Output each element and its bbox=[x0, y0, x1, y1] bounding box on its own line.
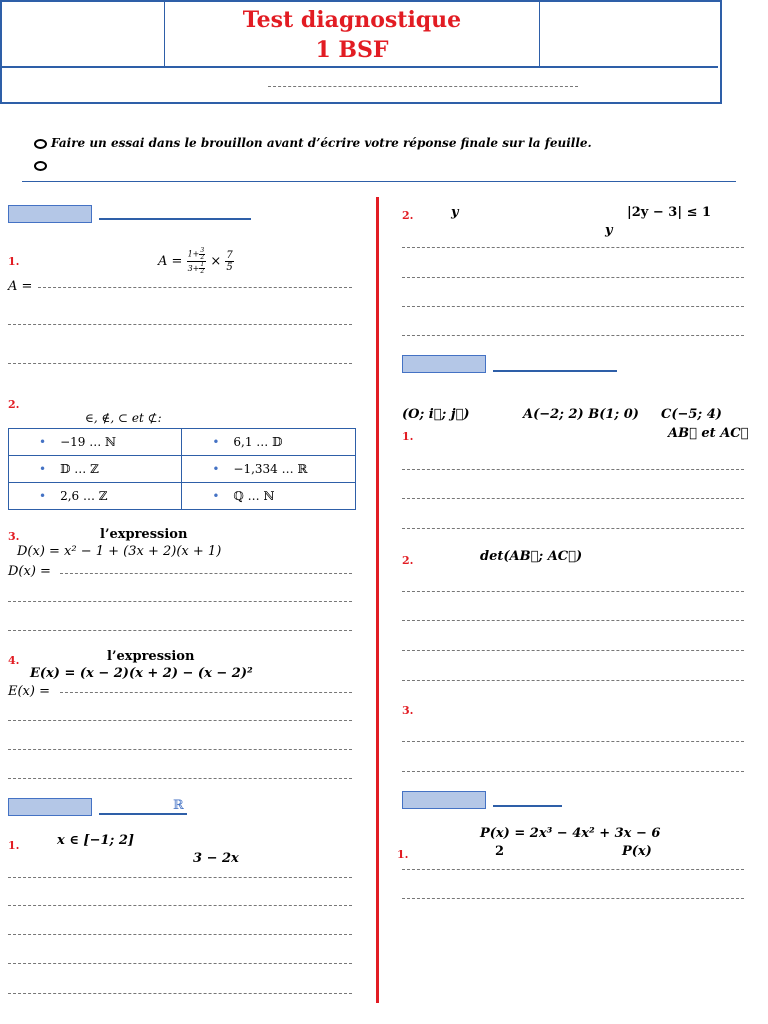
answer-line bbox=[402, 650, 744, 651]
expression-E: E(x) = (x − 2)(x + 2) − (x − 2)² bbox=[30, 666, 253, 681]
section-heading-line bbox=[99, 218, 251, 220]
answer-label: E(x) = bbox=[8, 684, 50, 699]
answer-line bbox=[402, 277, 744, 278]
real-set-symbol: ℝ bbox=[173, 798, 184, 813]
answer-line bbox=[402, 469, 744, 470]
expression-A: A = 1+ $\frac{3}{2}$ 3+ $\frac{1}{2}$ × $\frac{7}{5}$ bbox=[158, 247, 233, 275]
answer-line bbox=[402, 498, 744, 499]
section-heading-line bbox=[493, 805, 562, 807]
expression-label: l’expression bbox=[100, 527, 188, 542]
header-row bbox=[0, 0, 718, 68]
table-row bbox=[9, 429, 356, 456]
expression-3-2x: 3 − 2x bbox=[193, 851, 239, 866]
sets-table bbox=[8, 428, 356, 510]
interval-condition: x ∈ [−1; 2] bbox=[57, 833, 135, 848]
answer-line bbox=[8, 324, 352, 325]
point-C: C(−5; 4) bbox=[661, 407, 722, 422]
answer-line bbox=[8, 363, 352, 364]
answer-line bbox=[8, 601, 352, 602]
section-heading-line bbox=[493, 370, 617, 372]
name-line bbox=[268, 86, 578, 87]
question-number: 4. bbox=[8, 654, 20, 667]
bullet-icon bbox=[34, 139, 47, 149]
answer-line bbox=[8, 778, 352, 779]
question-number: 2. bbox=[8, 398, 20, 411]
symbols-label: ∈, ∉, ⊂ et ⊄: bbox=[85, 411, 162, 425]
answer-line bbox=[8, 877, 352, 878]
answer-label: D(x) = bbox=[8, 564, 51, 579]
answer-line bbox=[402, 591, 744, 592]
section-tag bbox=[8, 205, 92, 223]
question-number: 3. bbox=[8, 530, 20, 543]
instruction-1: Faire un essai dans le brouillon avant d’écrire votre réponse finale sur la feuille. bbox=[34, 136, 592, 150]
question-number: 1. bbox=[402, 430, 414, 443]
question-number: 1. bbox=[8, 255, 20, 268]
header-title-cell bbox=[164, 0, 540, 66]
answer-label: A = bbox=[8, 279, 33, 294]
bullet-icon bbox=[34, 161, 47, 171]
answer-line bbox=[402, 306, 744, 307]
column-separator bbox=[376, 197, 379, 1003]
question-number: 1. bbox=[8, 839, 20, 852]
page-title: Test diagnostique bbox=[242, 7, 462, 33]
variable-y: y bbox=[605, 223, 613, 238]
frame-label: (O; i⃗; j⃗) bbox=[402, 407, 470, 422]
polynomial-P: P(x) = 2x³ − 4x² + 3x − 6 bbox=[480, 826, 661, 841]
expression-D: D(x) = x² − 1 + (3x + 2)(x + 1) bbox=[17, 544, 222, 559]
table-cell[interactable]: • 2,6 … ℤ bbox=[9, 483, 182, 510]
root-value: 2 bbox=[495, 844, 505, 859]
answer-line bbox=[402, 247, 744, 248]
section-tag bbox=[402, 355, 486, 373]
answer-line bbox=[402, 620, 744, 621]
points-AB: A(−2; 2) B(1; 0) bbox=[523, 407, 639, 422]
determinant-label: det(AB⃗; AC⃗) bbox=[480, 549, 583, 564]
page-subtitle: 1 BSF bbox=[315, 37, 389, 63]
answer-line bbox=[402, 680, 744, 681]
variable-y: y bbox=[451, 205, 459, 220]
answer-line bbox=[402, 741, 744, 742]
answer-line bbox=[402, 335, 744, 336]
vectors-label: AB⃗ et AC⃗ bbox=[668, 426, 749, 441]
table-cell[interactable]: • −19 … ℕ bbox=[9, 429, 182, 456]
table-row bbox=[9, 456, 356, 483]
table-cell[interactable]: • −1,334 … ℝ bbox=[182, 456, 356, 483]
answer-line bbox=[38, 287, 352, 288]
answer-line bbox=[402, 771, 744, 772]
answer-line bbox=[8, 630, 352, 631]
answer-line bbox=[60, 573, 352, 574]
answer-line bbox=[402, 528, 744, 529]
inequality: |2y − 3| ≤ 1 bbox=[627, 205, 712, 220]
question-number: 2. bbox=[402, 554, 414, 567]
table-row bbox=[9, 483, 356, 510]
question-number: 2. bbox=[402, 209, 414, 222]
answer-line bbox=[402, 869, 744, 870]
polynomial-ref: P(x) bbox=[622, 844, 652, 859]
instruction-2 bbox=[34, 158, 51, 172]
answer-line bbox=[8, 934, 352, 935]
answer-line bbox=[402, 898, 744, 899]
answer-line bbox=[8, 749, 352, 750]
section-tag bbox=[8, 798, 92, 816]
question-number: 3. bbox=[402, 704, 414, 717]
section-heading-line bbox=[99, 813, 187, 815]
header-box bbox=[0, 0, 722, 104]
answer-line bbox=[8, 720, 352, 721]
table-cell[interactable]: • 𝔻 … ℤ bbox=[9, 456, 182, 483]
fraction: 1+ $\frac{3}{2}$ 3+ $\frac{1}{2}$ bbox=[187, 247, 205, 275]
table-cell[interactable]: • 6,1 … 𝔻 bbox=[182, 429, 356, 456]
answer-line bbox=[8, 905, 352, 906]
section-tag bbox=[402, 791, 486, 809]
table-cell[interactable]: • ℚ … ℕ bbox=[182, 483, 356, 510]
expression-label: l’expression bbox=[107, 649, 195, 664]
answer-line bbox=[8, 993, 352, 994]
question-number: 1. bbox=[397, 848, 409, 861]
instruction-divider bbox=[22, 181, 736, 182]
answer-line bbox=[8, 963, 352, 964]
answer-line bbox=[60, 692, 352, 693]
